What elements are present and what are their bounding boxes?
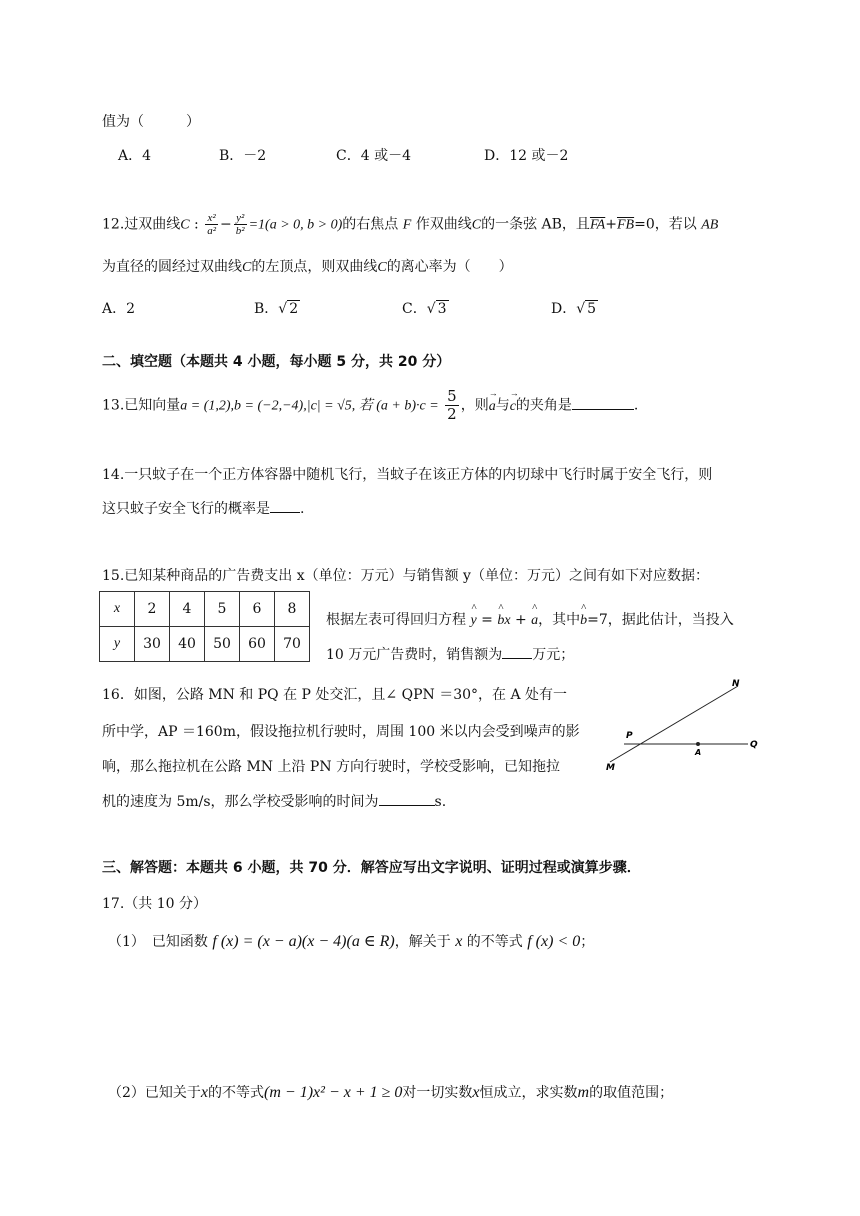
q13-vector-a-symbol: → a — [489, 399, 496, 415]
table-cell: 8 — [275, 592, 310, 627]
q12-frac-y-den: b² — [235, 225, 245, 237]
q15-right-line2 — [326, 644, 574, 664]
q11-option-a: A．4 — [118, 148, 152, 164]
q17-part1-text-a: （1） 已知函数 — [108, 934, 208, 950]
q17-part2-var: x — [200, 1084, 209, 1101]
q16-line4 — [102, 791, 446, 811]
q15-line1: 15.已知某种商品的广告费支出 x（单位：万元）与销售额 y（单位：万元）之间有如下对应数据： — [102, 568, 709, 584]
q12-line2-text-a: 为直径的圆经过双曲线 — [102, 259, 242, 275]
q12-line2-text-c: 的离心率为（ ） — [386, 259, 513, 275]
q12-option-d-radicand: 5 — [587, 301, 597, 317]
q14-answer-blank — [270, 512, 300, 513]
section-2-heading: 二、填空题（本题共 4 小题，每小题 5 分，共 20 分） — [102, 354, 451, 370]
table-row — [100, 592, 310, 627]
q12-option-c-label: C． — [402, 301, 427, 317]
table-cell: 5 — [205, 592, 240, 627]
q13-line — [102, 388, 638, 423]
q12-frac-y — [234, 212, 247, 237]
q12-line2 — [102, 256, 513, 276]
q12-option-b — [254, 298, 300, 318]
q12-option-c — [402, 298, 449, 318]
table-cell: 40 — [170, 627, 205, 662]
q16-road-diagram — [600, 674, 770, 774]
q12-option-b-label: B． — [254, 301, 279, 317]
q17-part1-inequality: f (x) < 0 — [527, 933, 581, 950]
q11-option-c: C．4 或－4 — [336, 148, 411, 164]
q13-text-c: 的夹角是 — [515, 397, 572, 414]
q16-line4-end: s. — [434, 794, 447, 810]
label-p: P — [626, 731, 633, 741]
q13-vector-c-symbol: → c — [510, 399, 516, 415]
q13-fraction-den: 2 — [447, 405, 457, 423]
table-cell: 4 — [170, 592, 205, 627]
q11-option-b: B．－2 — [219, 148, 267, 164]
q12-option-b-radicand: 2 — [289, 301, 299, 317]
q14-line2-text: 这只蚊子安全飞行的概率是 — [102, 501, 270, 517]
q12-option-c-radicand: 3 — [437, 301, 447, 317]
q16-line4-text: 机的速度为 5m/s，那么学校受影响的时间为 — [102, 794, 379, 810]
q13-fraction — [445, 388, 459, 423]
q12-condition: =1(a > 0, b > 0) — [248, 217, 343, 233]
table-cell: 30 — [135, 627, 170, 662]
table-cell: 6 — [240, 592, 275, 627]
q11-option-d: D．12 或－2 — [484, 148, 569, 164]
q12-option-d-label: D． — [551, 301, 577, 317]
road-mn-line — [610, 686, 738, 762]
q12-curve-name-4: C — [377, 260, 387, 275]
q16-line1: 16．如图，公路 MN 和 PQ 在 P 处交汇，且∠ QPN ＝30°，在 A 处有一 — [102, 687, 568, 703]
q12-line2-text-b: 的左顶点，则双曲线 — [251, 259, 378, 275]
q17-part1-var: x — [455, 933, 463, 950]
q13-vector-a: a = (1,2), — [180, 398, 235, 414]
table-row — [100, 627, 310, 662]
q12-curve-name-2: C — [471, 217, 482, 233]
q12-vector-fb: $\overline{FB}$ — [616, 217, 635, 233]
q14-line2 — [102, 498, 304, 518]
q17-part2-text-e: 的取值范围； — [589, 1085, 674, 1101]
q12-vector-fa: $\overline{FA}$ — [589, 217, 606, 233]
q15-right-line2-text-a: 10 万元广告费时，销售额为 — [326, 647, 503, 663]
q15-right-line1-text-c: =7，据此估计，当投入 — [587, 612, 734, 628]
label-a: A — [695, 748, 702, 757]
q13-text-a: ，则 — [460, 397, 489, 414]
q12-focus-name: F — [402, 217, 412, 233]
q12-number: 12.过双曲线 — [102, 216, 181, 233]
table-cell: 70 — [275, 627, 310, 662]
table-cell: 50 — [205, 627, 240, 662]
q12-text-d: =0，若以 — [634, 216, 697, 233]
q15-data-table — [99, 591, 310, 662]
q17-heading: 17.（共 10 分） — [102, 896, 207, 912]
q15-right-line2-text-b: 万元； — [532, 647, 575, 663]
q16-answer-blank — [379, 805, 435, 806]
q13-vector-c: |c| = √5, 若 (a + b)·c = — [306, 398, 439, 414]
q15-yhat: ^ y — [470, 613, 476, 629]
q13-prefix: 13.已知向量 — [102, 397, 181, 414]
q11-tail-text: 值为（ ） — [102, 114, 200, 130]
q16-line3: 响，那么拖拉机在公路 MN 上沿 PN 方向行驶时，学校受影响，已知拖拉 — [102, 759, 561, 775]
label-q: Q — [750, 740, 758, 750]
q12-curve-name: C — [180, 217, 190, 233]
sqrt-icon: √ 3 — [426, 301, 447, 317]
q12-option-d — [551, 298, 598, 318]
q17-part1-text-c: 的不等式 — [466, 934, 523, 950]
q16-line2: 所中学，AP ＝160m，假设拖拉机行驶时，周围 100 米以内会受到噪声的影 — [102, 724, 580, 740]
q17-function: f (x) = (x − a)(x − 4)(a ∈ R) — [212, 933, 395, 950]
q13-period: . — [633, 397, 639, 414]
q12-frac-x — [205, 212, 218, 237]
q17-part2-var-2: x — [472, 1084, 480, 1101]
section-3-heading: 三、解答题：本题共 6 小题，共 70 分．解答应写出文字说明、证明过程或演算步骤． — [102, 860, 641, 876]
q12-frac-x-num: x² — [205, 212, 218, 225]
q17-part2-param: m — [577, 1084, 590, 1101]
q15-x: x — [504, 613, 511, 628]
table-cell-header: y — [100, 627, 135, 662]
q12-line1: 12.过双曲线C : $\frac{\text{x²}}{\text{a²}}$ − $\frac{\text{y²}}{\text{b²}}$ =1(a > 0, b > 0)的右焦点 F 作双曲线C的一条弦 AB，且$\overline{FA}+\overline{FB}=0$，若以 AB — [102, 212, 719, 237]
q12-chord-name: AB — [701, 217, 719, 233]
q17-part2-text-b: 的不等式 — [208, 1085, 265, 1101]
q17-part1-end: ； — [580, 934, 595, 950]
label-n: N — [732, 679, 740, 689]
q12-curve-name-3: C — [242, 260, 252, 275]
q17-part2 — [108, 1082, 673, 1102]
q13-text-b: 与 — [495, 397, 510, 414]
q13-vector-b: b = (−2,−4), — [234, 398, 307, 414]
sqrt-icon: √ 2 — [278, 301, 299, 317]
q15-right-line1-text-b: ，其中 — [538, 612, 581, 628]
q17-part2-inequality: (m − 1)x² − x + 1 ≥ 0 — [264, 1084, 403, 1101]
q17-part1 — [108, 931, 594, 951]
label-m: M — [606, 763, 615, 773]
q17-part2-text-d: 恒成立，求实数 — [479, 1085, 578, 1101]
q12-text-b: 作双曲线 — [415, 216, 472, 233]
q15-ahat: ^ a — [531, 613, 538, 629]
q17-part2-text-c: 对一切实数 — [402, 1085, 473, 1101]
school-point — [696, 742, 700, 746]
table-cell-header: x — [100, 592, 135, 627]
q12-text-a: 的右焦点 — [342, 216, 399, 233]
q14-line1: 14.一只蚊子在一个正方体容器中随机飞行，当蚊子在该正方体的内切球中飞行时属于安全飞行，则 — [102, 467, 713, 483]
q17-part1-text-b: ，解关于 — [394, 934, 451, 950]
q14-period: . — [300, 501, 305, 517]
q13-fraction-num: 5 — [447, 387, 457, 405]
q12-frac-y-num: y² — [234, 212, 247, 225]
table-cell: 60 — [240, 627, 275, 662]
sqrt-icon: √ 5 — [576, 301, 597, 317]
q13-answer-blank — [572, 409, 634, 410]
table-cell: 2 — [135, 592, 170, 627]
q15-right-line1-text-a: 根据左表可得回归方程 — [326, 612, 466, 628]
q15-bhat: ^ b — [497, 613, 504, 629]
q15-bhat-2: ^ b — [580, 613, 587, 629]
q15-answer-blank — [502, 658, 532, 659]
q12-frac-x-den: a² — [207, 225, 217, 237]
q15-right-line1: 根据左表可得回归方程 ^ y = ^ bx + ^ a，其中^ b=7，据此估计，当投入 — [326, 609, 734, 629]
q17-part2-text-a: （2）已知关于 — [108, 1085, 201, 1101]
q12-option-a: A．2 — [102, 301, 136, 317]
q12-text-c: 的一条弦 AB，且 — [481, 216, 590, 233]
